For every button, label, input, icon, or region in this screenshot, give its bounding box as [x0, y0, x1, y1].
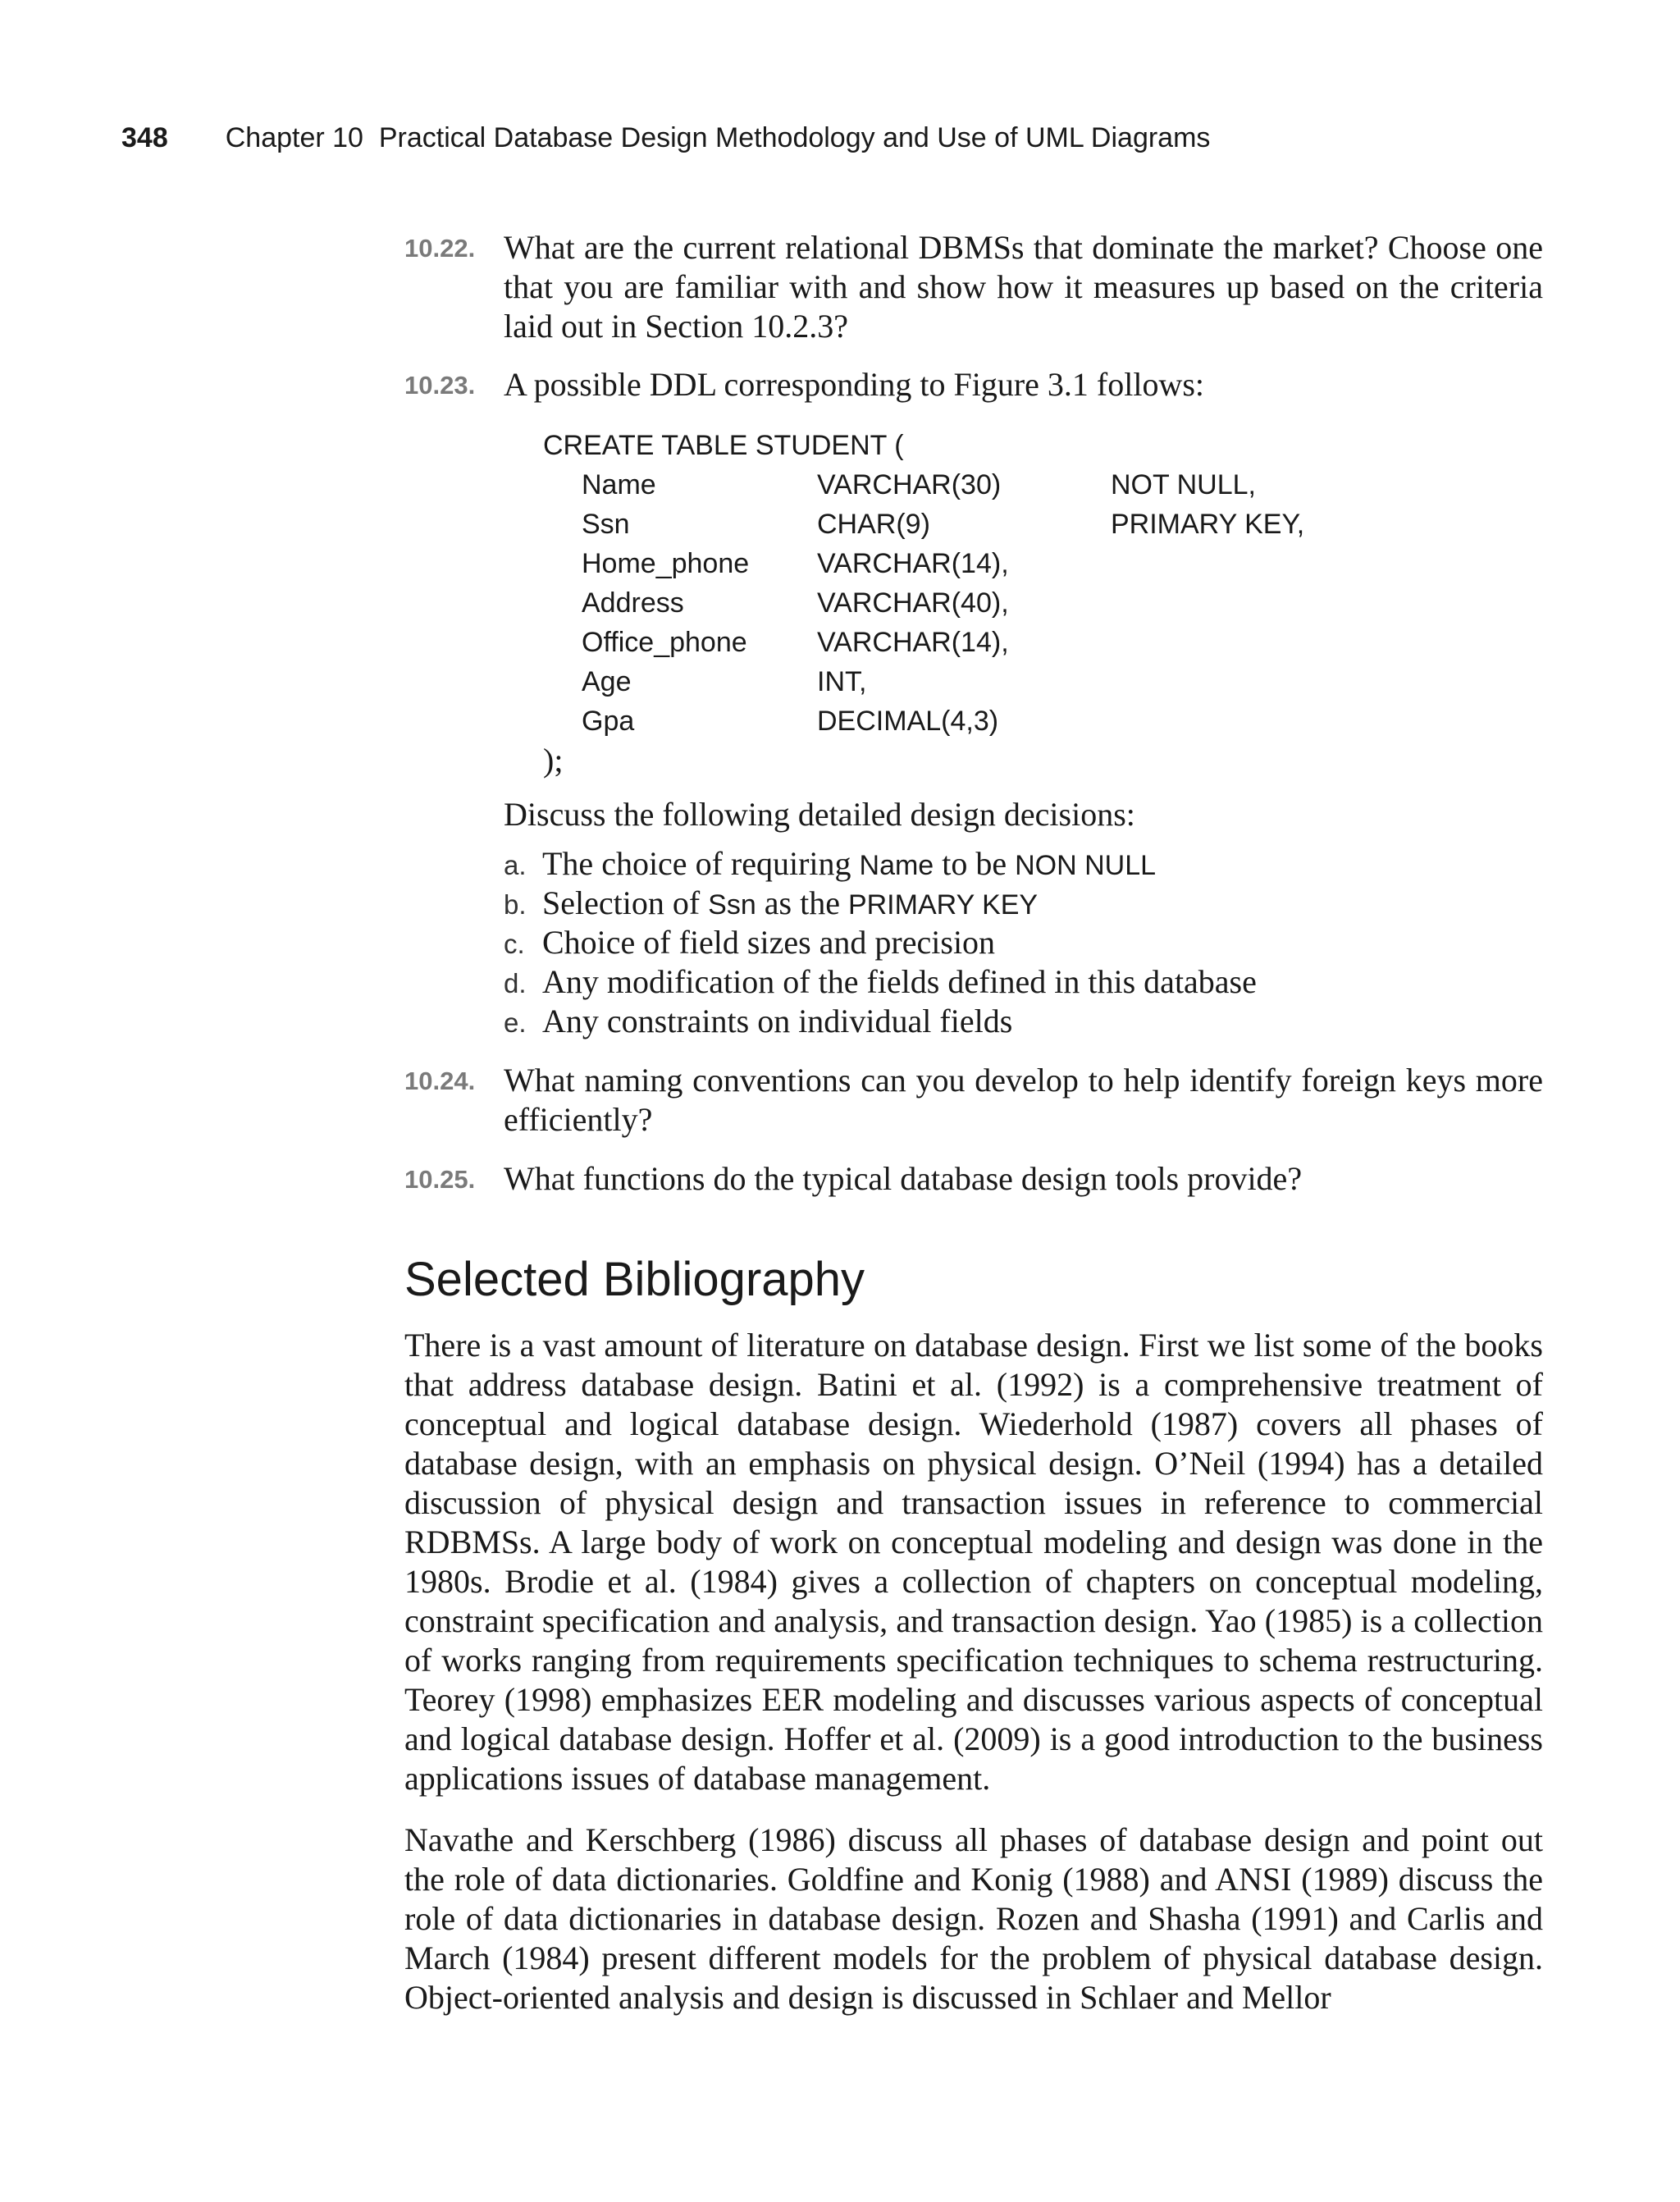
- ddl-close-line: );: [543, 742, 564, 779]
- inline-code: NON NULL: [1015, 850, 1157, 881]
- list-item-letter: a.: [504, 850, 527, 880]
- inline-code: PRIMARY KEY: [847, 889, 1039, 921]
- list-item-text: Choice of field sizes and precision: [542, 924, 996, 961]
- exercise-text: A possible DDL corresponding to Figure 3.1 follows:: [504, 366, 1205, 403]
- ddl-column-type: VARCHAR(14),: [817, 548, 1009, 579]
- bibliography-paragraph: There is a vast amount of literature on database design. First we list some of the books that address database design. Batini et al. (1992) is a comprehensive treatment of conceptual and logical database design. Wiederhold (1987) covers all phases of database design, with an emphasis on physical design. O’Neil (1994) has a detailed discussion of physical design and transaction issues in reference to commercial RDBMSs. A large body of work on conceptual modeling and design was done in the 1980s. Brodie et al. (1984) gives a collection of chapters on conceptual modeling, constraint specification and analysis, and transaction design. Yao (1985) is a collection of works ranging from requirements specification techniques to schema restructuring. Teorey (1998) emphasizes EER modeling and discusses various aspects of conceptual and logical database design. Hoffer et al. (2009) is a good introduction to the business applications issues of database management.: [404, 1327, 1543, 1797]
- bibliography-paragraph: Navathe and Kerschberg (1986) discuss all phases of database design and point out the role of data dictionaries. Goldfine and Konig (1988) and ANSI (1989) discuss the role of data dictionaries in database design. Rozen and Shasha (1991) and Carlis and March (1984) present different models for the problem of physical database design. Object-oriented analysis and design is discussed in Schlaer and Mellor: [404, 1821, 1543, 2016]
- list-item-text: The choice of requiring: [542, 845, 860, 882]
- exercise-number: 10.24.: [404, 1067, 476, 1095]
- exercise-text: What naming conventions can you develop to help identify foreign keys more efficiently?: [504, 1062, 1543, 1138]
- ddl-row: [543, 583, 1009, 623]
- list-item: [504, 962, 1257, 1002]
- exercise-item: [404, 1061, 1543, 1140]
- ddl-code-block: [543, 426, 1305, 780]
- ddl-column-type: VARCHAR(14),: [817, 627, 1009, 658]
- exercise-number: 10.22.: [404, 234, 476, 263]
- list-item-text: Any constraints on individual fields: [542, 1003, 1013, 1039]
- inline-code: Name: [859, 850, 934, 881]
- list-item-letter: d.: [504, 968, 527, 998]
- ddl-row: [543, 544, 1009, 583]
- exercise-item: [404, 365, 1543, 404]
- ddl-row: [543, 662, 904, 701]
- list-item: [504, 1002, 1257, 1041]
- discuss-intro: Discuss the following detailed design decisions:: [504, 796, 1135, 833]
- ddl-column-type: DECIMAL(4,3): [817, 706, 999, 737]
- ddl-column-name: Name: [582, 469, 656, 500]
- list-item: [504, 923, 1257, 962]
- ddl-create-line: CREATE TABLE STUDENT (: [543, 430, 904, 461]
- list-item-text: to be: [934, 845, 1016, 882]
- page-number: 348: [121, 122, 168, 153]
- exercise-text: What functions do the typical database design tools provide?: [504, 1160, 1303, 1197]
- ddl-column-type: VARCHAR(40),: [817, 587, 1009, 619]
- ddl-row: [543, 701, 999, 741]
- exercise-item: [404, 228, 1543, 346]
- list-item-letter: e.: [504, 1007, 527, 1038]
- list-item: [504, 884, 1257, 923]
- ddl-column-type: INT,: [817, 666, 867, 697]
- running-header: [121, 120, 1210, 156]
- inline-code: Ssn: [708, 889, 756, 921]
- ddl-column-type: VARCHAR(30): [817, 469, 1002, 500]
- list-item: [504, 844, 1257, 884]
- list-item-text: Selection of: [542, 884, 709, 921]
- ddl-column-name: Gpa: [582, 706, 635, 737]
- exercise-number: 10.23.: [404, 371, 476, 400]
- ddl-row: [543, 505, 1305, 544]
- list-item-text: Any modification of the fields defined in this database: [542, 963, 1257, 1000]
- exercise-number: 10.25.: [404, 1165, 476, 1194]
- list-item-text: as the: [756, 884, 848, 921]
- exercise-text: What are the current relational DBMSs that dominate the market? Choose one that you are familiar with and show how it measures up based on the criteria laid out in Section 10.2.3?: [504, 229, 1543, 345]
- section-heading: Selected Bibliography: [404, 1253, 865, 1306]
- exercise-item: [404, 1159, 1543, 1199]
- ddl-row: [543, 465, 1256, 505]
- discussion-list: [504, 844, 1257, 1041]
- ddl-column-name: Office_phone: [582, 627, 747, 658]
- ddl-column-type: CHAR(9): [817, 509, 930, 540]
- ddl-row: [543, 623, 1009, 662]
- ddl-column-constraint: NOT NULL,: [1111, 469, 1256, 500]
- chapter-title: Chapter 10 Practical Database Design Methodology and Use of UML Diagrams: [225, 122, 1211, 153]
- list-item-letter: c.: [504, 929, 525, 959]
- ddl-column-name: Age: [582, 666, 632, 697]
- ddl-column-name: Home_phone: [582, 548, 750, 579]
- ddl-column-constraint: PRIMARY KEY,: [1111, 509, 1305, 540]
- ddl-column-name: Address: [582, 587, 684, 619]
- list-item-letter: b.: [504, 889, 527, 920]
- ddl-column-name: Ssn: [582, 509, 630, 540]
